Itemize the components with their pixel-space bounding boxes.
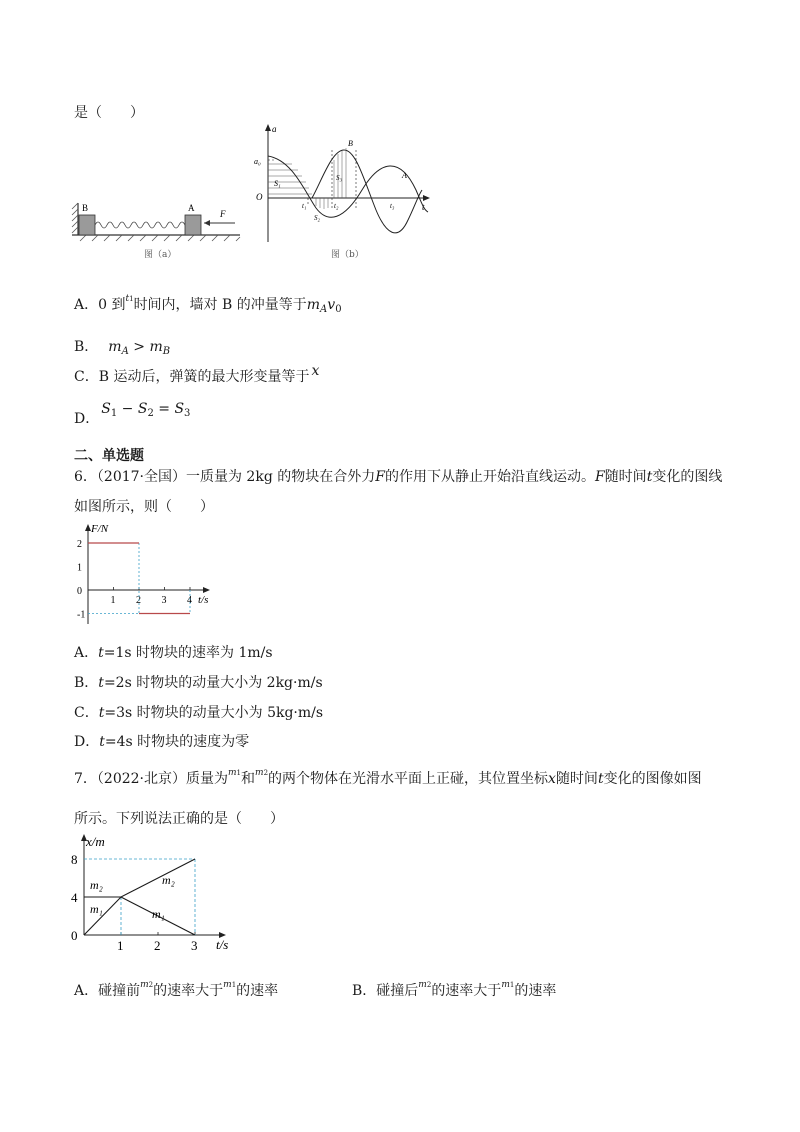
x-tick-label: 2 [136,595,141,606]
label-f: F [220,209,226,219]
q6-stem-line1: 6．（2017·全国）一质量为 2kg 的物块在合外力F的作用下从静止开始沿直线运动。F随时间t变化的图线 [74,469,723,485]
series-label: m₂ [162,873,175,887]
axis-a-label: a [272,124,277,134]
q7-option-a[interactable]: A．碰撞前$^{m2}$的速率大于$^{m1}$的速率 [74,980,279,999]
y-axis-label: x/m [86,834,105,849]
x-axis-label: t/s [216,937,229,950]
q6-option-a[interactable]: A．t=1s 时物块的速率为 1m/s [74,645,273,661]
x-tick-label: 2 [154,938,161,950]
a0-label: a₀ [254,157,261,166]
caption-b: 图（b） [331,250,364,260]
q5-option-c[interactable]: C．B 运动后，弹簧的最大形变量等于 x [74,363,320,385]
t2-label: t₂ [334,202,339,210]
series-label: m₂ [90,878,103,892]
s3-label: S₃ [336,174,342,182]
q5-option-a[interactable]: A．0 到$^{t1}$时间内，墙对 B 的冲量等于$m_Av_0$ [74,294,342,315]
curve-a-label: A [402,171,407,180]
origin-label: O [256,192,263,202]
s1-label: S₁ [274,179,281,188]
label-b: B [82,203,89,213]
t1-symbol: t [125,294,130,304]
x-tick-label: 1 [110,595,116,606]
x-tick-label: 3 [191,938,198,950]
chart-q7 [64,830,244,950]
curve-b [312,150,422,233]
x-tick-label: 1 [117,938,124,950]
curve-b-label: B [348,139,353,148]
block-a [185,215,201,235]
q5-lead: 是（ ） [74,105,144,121]
y-tick-label: 0 [71,928,78,943]
q7-stem-line1: 7．（2022·北京）质量为$^{m1}$和$^{m2}$的两个物体在光滑水平面上正碰，其位置坐标x随时间t变化的图像如图 [74,768,702,787]
label-a: A [188,203,195,213]
q6-stem-line2: 如图所示，则（ ） [74,499,214,515]
x-tick-label: 4 [187,595,192,606]
t3-label: t₃ [390,202,395,210]
y-tick-label: 0 [77,586,82,597]
y-tick-label: 8 [71,852,78,867]
q5-option-d[interactable]: D．$S_1 - S_2 = S_3$ [74,401,191,427]
y-tick-label: 2 [77,539,82,550]
t1-label: t₁ [302,202,307,210]
caption-a: 图（a） [144,250,177,260]
x-axis-arrow [203,587,210,593]
q6-option-d[interactable]: D．t=4s 时物块的速度为零 [74,734,250,750]
x-tick-label: 3 [161,595,167,606]
y-axis-label: F/N [91,523,109,535]
x-axis-label: t/s [198,594,209,606]
y-tick-label: 4 [71,890,78,905]
q6-option-b[interactable]: B．t=2s 时物块的动量大小为 2kg·m/s [74,675,323,691]
q5-option-b[interactable]: B． $m_A > m_B$ [74,339,171,357]
option-letter: A．0 到 [74,297,126,313]
axis-t-label: t [422,202,425,212]
block-b [79,215,95,235]
spring [95,222,197,228]
chart-q6 [70,520,220,625]
y-tick-label: 1 [77,562,82,574]
s2-label: S₂ [314,214,320,222]
q7-stem-line2: 所示。下列说法正确的是（ ） [74,811,284,827]
figure-b [252,120,432,245]
y-tick-label: -1 [77,609,86,621]
q7-option-b[interactable]: B．碰撞后$^{m2}$的速率大于$^{m1}$的速率 [352,980,557,999]
curve-a [268,156,428,217]
q6-option-c[interactable]: C．t=3s 时物块的动量大小为 5kg·m/s [74,705,324,721]
section-title: 二、单选题 [74,448,144,464]
series-label: m₁ [152,907,165,921]
series-label: m₁ [90,902,103,916]
